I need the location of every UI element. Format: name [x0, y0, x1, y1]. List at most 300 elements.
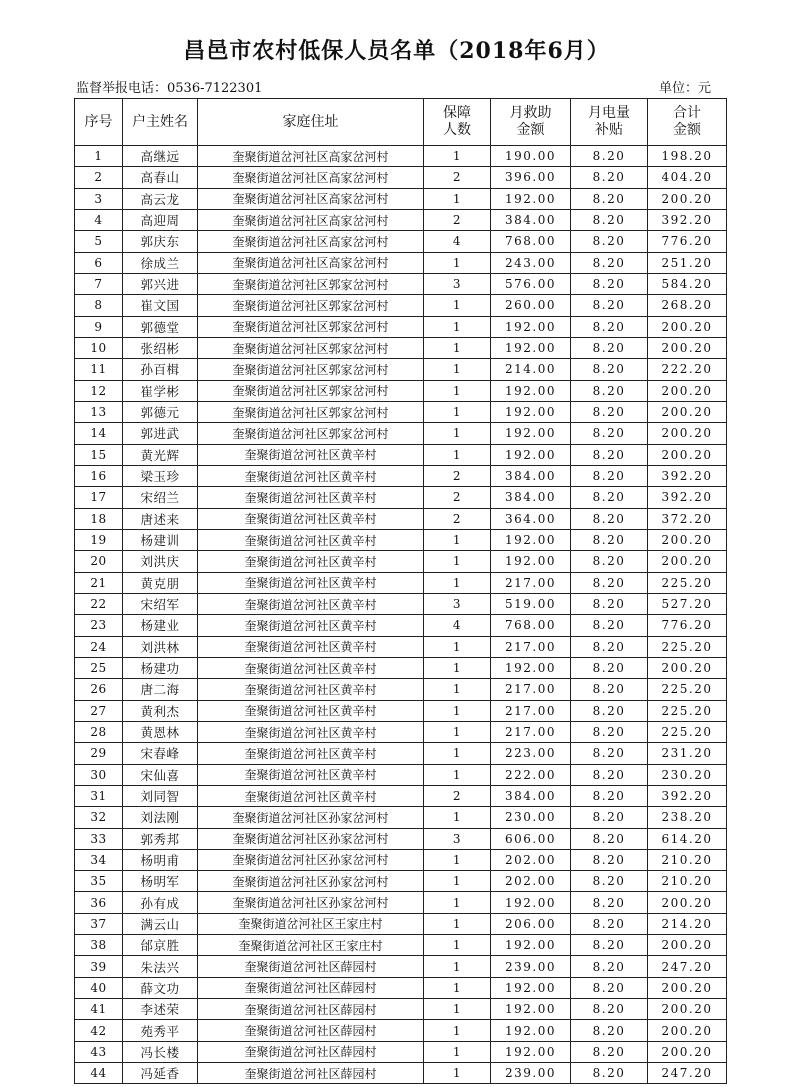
table-header-row — [75, 99, 727, 146]
cell-head-name: 黄利杰 — [123, 700, 198, 721]
cell-total: 230.20 — [648, 764, 727, 785]
cell-persons: 1 — [424, 743, 491, 764]
cell-address: 奎聚街道岔河社区郭家岔河村 — [198, 273, 424, 294]
cell-index: 24 — [75, 636, 123, 657]
cell-head-name: 高春山 — [123, 167, 198, 188]
cell-head-name: 薛文功 — [123, 977, 198, 998]
cell-address: 奎聚街道岔河社区薛园村 — [198, 1041, 424, 1062]
cell-monthly-aid: 192.00 — [491, 1020, 571, 1041]
cell-head-name: 杨建功 — [123, 657, 198, 678]
cell-index: 40 — [75, 977, 123, 998]
cell-address: 奎聚街道岔河社区黄辛村 — [198, 721, 424, 742]
table-row — [75, 828, 727, 849]
cell-monthly-aid: 768.00 — [491, 231, 571, 252]
cell-head-name: 孙百楫 — [123, 359, 198, 380]
header-persons — [424, 99, 491, 146]
cell-total: 776.20 — [648, 231, 727, 252]
cell-head-name: 张绍彬 — [123, 337, 198, 358]
cell-electricity: 8.20 — [571, 977, 648, 998]
table-row — [75, 849, 727, 870]
cell-persons: 1 — [424, 679, 491, 700]
cell-total: 372.20 — [648, 508, 727, 529]
cell-index: 22 — [75, 593, 123, 614]
table-row — [75, 657, 727, 678]
table-row — [75, 508, 727, 529]
header-total — [648, 99, 727, 146]
cell-electricity: 8.20 — [571, 700, 648, 721]
cell-head-name: 孙有成 — [123, 892, 198, 913]
table-row — [75, 615, 727, 636]
cell-monthly-aid: 192.00 — [491, 977, 571, 998]
table-row — [75, 423, 727, 444]
cell-index: 37 — [75, 913, 123, 934]
cell-index: 34 — [75, 849, 123, 870]
cell-monthly-aid: 239.00 — [491, 956, 571, 977]
cell-total: 200.20 — [648, 529, 727, 550]
cell-electricity: 8.20 — [571, 465, 648, 486]
table-row — [75, 700, 727, 721]
page-title: 昌邑市农村低保人员名单（2018年6月） — [183, 38, 610, 64]
cell-electricity: 8.20 — [571, 1063, 648, 1084]
cell-address: 奎聚街道岔河社区郭家岔河村 — [198, 337, 424, 358]
cell-index: 14 — [75, 423, 123, 444]
cell-electricity: 8.20 — [571, 593, 648, 614]
cell-index: 32 — [75, 807, 123, 828]
table-row — [75, 359, 727, 380]
cell-monthly-aid: 192.00 — [491, 999, 571, 1020]
cell-index: 10 — [75, 337, 123, 358]
cell-persons: 1 — [424, 892, 491, 913]
table-row — [75, 892, 727, 913]
cell-address: 奎聚街道岔河社区黄辛村 — [198, 764, 424, 785]
table-row — [75, 209, 727, 230]
cell-head-name: 崔文国 — [123, 295, 198, 316]
cell-electricity: 8.20 — [571, 615, 648, 636]
cell-address: 奎聚街道岔河社区孙家岔河村 — [198, 871, 424, 892]
cell-monthly-aid: 260.00 — [491, 295, 571, 316]
cell-electricity: 8.20 — [571, 508, 648, 529]
cell-total: 200.20 — [648, 316, 727, 337]
cell-index: 8 — [75, 295, 123, 316]
cell-address: 奎聚街道岔河社区黄辛村 — [198, 657, 424, 678]
table-row — [75, 401, 727, 422]
cell-electricity: 8.20 — [571, 999, 648, 1020]
cell-address: 奎聚街道岔河社区薛园村 — [198, 977, 424, 998]
cell-address: 奎聚街道岔河社区孙家岔河村 — [198, 828, 424, 849]
cell-index: 26 — [75, 679, 123, 700]
cell-persons: 1 — [424, 849, 491, 870]
cell-monthly-aid: 192.00 — [491, 188, 571, 209]
cell-monthly-aid: 192.00 — [491, 529, 571, 550]
cell-address: 奎聚街道岔河社区郭家岔河村 — [198, 423, 424, 444]
cell-monthly-aid: 519.00 — [491, 593, 571, 614]
table-row — [75, 444, 727, 465]
cell-persons: 1 — [424, 1041, 491, 1062]
cell-index: 44 — [75, 1063, 123, 1084]
table-row — [75, 252, 727, 273]
cell-persons: 3 — [424, 593, 491, 614]
cell-persons: 1 — [424, 316, 491, 337]
cell-index: 11 — [75, 359, 123, 380]
cell-head-name: 黄光辉 — [123, 444, 198, 465]
cell-persons: 1 — [424, 636, 491, 657]
cell-electricity: 8.20 — [571, 487, 648, 508]
cell-head-name: 冯延香 — [123, 1063, 198, 1084]
cell-monthly-aid: 576.00 — [491, 273, 571, 294]
cell-total: 404.20 — [648, 167, 727, 188]
cell-head-name: 崔学彬 — [123, 380, 198, 401]
cell-total: 200.20 — [648, 999, 727, 1020]
cell-persons: 2 — [424, 167, 491, 188]
cell-head-name: 郭兴进 — [123, 273, 198, 294]
cell-electricity: 8.20 — [571, 764, 648, 785]
cell-index: 3 — [75, 188, 123, 209]
table-row — [75, 188, 727, 209]
cell-address: 奎聚街道岔河社区王家庄村 — [198, 913, 424, 934]
table-row — [75, 295, 727, 316]
table-row — [75, 807, 727, 828]
cell-address: 奎聚街道岔河社区薛园村 — [198, 1020, 424, 1041]
cell-index: 36 — [75, 892, 123, 913]
cell-total: 210.20 — [648, 849, 727, 870]
cell-monthly-aid: 230.00 — [491, 807, 571, 828]
cell-head-name: 郭德堂 — [123, 316, 198, 337]
cell-head-name: 杨建训 — [123, 529, 198, 550]
cell-persons: 1 — [424, 1020, 491, 1041]
cell-monthly-aid: 217.00 — [491, 721, 571, 742]
cell-head-name: 刘法刚 — [123, 807, 198, 828]
header-electricity-text: 月电量补贴 — [587, 105, 630, 138]
cell-persons: 1 — [424, 337, 491, 358]
cell-monthly-aid: 192.00 — [491, 935, 571, 956]
cell-address: 奎聚街道岔河社区郭家岔河村 — [198, 380, 424, 401]
cell-monthly-aid: 192.00 — [491, 1041, 571, 1062]
cell-electricity: 8.20 — [571, 423, 648, 444]
cell-address: 奎聚街道岔河社区黄辛村 — [198, 615, 424, 636]
cell-head-name: 高迎周 — [123, 209, 198, 230]
cell-monthly-aid: 192.00 — [491, 551, 571, 572]
table-row — [75, 1063, 727, 1084]
cell-total: 251.20 — [648, 252, 727, 273]
cell-head-name: 郭德元 — [123, 401, 198, 422]
cell-head-name: 刘洪庆 — [123, 551, 198, 572]
cell-head-name: 徐成兰 — [123, 252, 198, 273]
cell-address: 奎聚街道岔河社区黄辛村 — [198, 700, 424, 721]
cell-electricity: 8.20 — [571, 743, 648, 764]
cell-index: 31 — [75, 785, 123, 806]
cell-persons: 1 — [424, 380, 491, 401]
cell-index: 12 — [75, 380, 123, 401]
cell-address: 奎聚街道岔河社区高家岔河村 — [198, 231, 424, 252]
cell-index: 19 — [75, 529, 123, 550]
cell-total: 222.20 — [648, 359, 727, 380]
cell-total: 200.20 — [648, 657, 727, 678]
cell-total: 210.20 — [648, 871, 727, 892]
cell-total: 198.20 — [648, 146, 727, 167]
cell-index: 39 — [75, 956, 123, 977]
header-total-text: 合计金额 — [672, 105, 701, 138]
cell-address: 奎聚街道岔河社区高家岔河村 — [198, 252, 424, 273]
cell-persons: 1 — [424, 252, 491, 273]
cell-electricity: 8.20 — [571, 1020, 648, 1041]
cell-monthly-aid: 192.00 — [491, 444, 571, 465]
cell-total: 200.20 — [648, 401, 727, 422]
cell-persons: 1 — [424, 956, 491, 977]
cell-monthly-aid: 217.00 — [491, 700, 571, 721]
cell-total: 200.20 — [648, 188, 727, 209]
cell-persons: 3 — [424, 828, 491, 849]
cell-persons: 1 — [424, 721, 491, 742]
table-row — [75, 977, 727, 998]
cell-address: 奎聚街道岔河社区高家岔河村 — [198, 209, 424, 230]
cell-persons: 2 — [424, 508, 491, 529]
cell-address: 奎聚街道岔河社区黄辛村 — [198, 572, 424, 593]
cell-persons: 1 — [424, 146, 491, 167]
cell-monthly-aid: 606.00 — [491, 828, 571, 849]
cell-electricity: 8.20 — [571, 785, 648, 806]
cell-total: 200.20 — [648, 1041, 727, 1062]
cell-head-name: 冯长楼 — [123, 1041, 198, 1062]
cell-head-name: 宋绍军 — [123, 593, 198, 614]
cell-total: 200.20 — [648, 337, 727, 358]
cell-persons: 1 — [424, 359, 491, 380]
cell-persons: 1 — [424, 295, 491, 316]
cell-monthly-aid: 192.00 — [491, 657, 571, 678]
cell-electricity: 8.20 — [571, 828, 648, 849]
cell-address: 奎聚街道岔河社区郭家岔河村 — [198, 359, 424, 380]
cell-persons: 2 — [424, 487, 491, 508]
cell-head-name: 刘同智 — [123, 785, 198, 806]
cell-persons: 1 — [424, 401, 491, 422]
cell-address: 奎聚街道岔河社区黄辛村 — [198, 465, 424, 486]
cell-persons: 1 — [424, 700, 491, 721]
cell-electricity: 8.20 — [571, 956, 648, 977]
table-row — [75, 956, 727, 977]
cell-address: 奎聚街道岔河社区郭家岔河村 — [198, 401, 424, 422]
cell-monthly-aid: 222.00 — [491, 764, 571, 785]
cell-head-name: 高云龙 — [123, 188, 198, 209]
cell-address: 奎聚街道岔河社区高家岔河村 — [198, 188, 424, 209]
cell-monthly-aid: 192.00 — [491, 380, 571, 401]
cell-head-name: 满云山 — [123, 913, 198, 934]
table-row — [75, 743, 727, 764]
cell-electricity: 8.20 — [571, 679, 648, 700]
header-head-name: 户主姓名 — [123, 99, 198, 146]
cell-address: 奎聚街道岔河社区王家庄村 — [198, 935, 424, 956]
cell-electricity: 8.20 — [571, 721, 648, 742]
cell-index: 38 — [75, 935, 123, 956]
cell-monthly-aid: 192.00 — [491, 337, 571, 358]
cell-index: 9 — [75, 316, 123, 337]
cell-total: 225.20 — [648, 721, 727, 742]
cell-persons: 1 — [424, 572, 491, 593]
cell-index: 43 — [75, 1041, 123, 1062]
cell-electricity: 8.20 — [571, 913, 648, 934]
cell-total: 776.20 — [648, 615, 727, 636]
cell-address: 奎聚街道岔河社区孙家岔河村 — [198, 807, 424, 828]
cell-monthly-aid: 396.00 — [491, 167, 571, 188]
cell-total: 527.20 — [648, 593, 727, 614]
cell-index: 4 — [75, 209, 123, 230]
cell-monthly-aid: 202.00 — [491, 849, 571, 870]
cell-electricity: 8.20 — [571, 1041, 648, 1062]
table-row — [75, 380, 727, 401]
cell-head-name: 杨明甫 — [123, 849, 198, 870]
cell-electricity: 8.20 — [571, 636, 648, 657]
cell-index: 18 — [75, 508, 123, 529]
cell-address: 奎聚街道岔河社区黄辛村 — [198, 743, 424, 764]
cell-total: 225.20 — [648, 636, 727, 657]
cell-index: 20 — [75, 551, 123, 572]
cell-monthly-aid: 192.00 — [491, 892, 571, 913]
cell-address: 奎聚街道岔河社区黄辛村 — [198, 529, 424, 550]
header-monthly-aid — [491, 99, 571, 146]
cell-persons: 1 — [424, 913, 491, 934]
cell-index: 41 — [75, 999, 123, 1020]
cell-index: 17 — [75, 487, 123, 508]
table-row — [75, 572, 727, 593]
cell-total: 214.20 — [648, 913, 727, 934]
table-row — [75, 551, 727, 572]
cell-monthly-aid: 192.00 — [491, 401, 571, 422]
table-row — [75, 785, 727, 806]
cell-electricity: 8.20 — [571, 146, 648, 167]
header-electricity — [571, 99, 648, 146]
cell-persons: 1 — [424, 807, 491, 828]
cell-electricity: 8.20 — [571, 572, 648, 593]
cell-total: 200.20 — [648, 892, 727, 913]
table-row — [75, 593, 727, 614]
cell-persons: 1 — [424, 444, 491, 465]
cell-monthly-aid: 217.00 — [491, 636, 571, 657]
cell-address: 奎聚街道岔河社区黄辛村 — [198, 593, 424, 614]
cell-persons: 2 — [424, 209, 491, 230]
header-monthly-aid-text: 月救助金额 — [509, 105, 552, 138]
table-row — [75, 316, 727, 337]
cell-total: 247.20 — [648, 956, 727, 977]
table-row — [75, 913, 727, 934]
cell-head-name: 黄克朋 — [123, 572, 198, 593]
cell-total: 614.20 — [648, 828, 727, 849]
table-row — [75, 999, 727, 1020]
cell-index: 27 — [75, 700, 123, 721]
cell-electricity: 8.20 — [571, 337, 648, 358]
cell-electricity: 8.20 — [571, 892, 648, 913]
cell-address: 奎聚街道岔河社区孙家岔河村 — [198, 849, 424, 870]
table-body — [75, 146, 727, 1084]
cell-monthly-aid: 214.00 — [491, 359, 571, 380]
table-row — [75, 337, 727, 358]
cell-address: 奎聚街道岔河社区薛园村 — [198, 999, 424, 1020]
cell-head-name: 朱法兴 — [123, 956, 198, 977]
table-row — [75, 1020, 727, 1041]
cell-total: 200.20 — [648, 977, 727, 998]
cell-monthly-aid: 206.00 — [491, 913, 571, 934]
cell-persons: 1 — [424, 871, 491, 892]
cell-total: 238.20 — [648, 807, 727, 828]
cell-persons: 1 — [424, 188, 491, 209]
cell-monthly-aid: 192.00 — [491, 423, 571, 444]
recipients-table — [74, 98, 727, 1084]
cell-index: 35 — [75, 871, 123, 892]
cell-index: 1 — [75, 146, 123, 167]
cell-electricity: 8.20 — [571, 444, 648, 465]
cell-address: 奎聚街道岔河社区黄辛村 — [198, 444, 424, 465]
cell-electricity: 8.20 — [571, 871, 648, 892]
cell-monthly-aid: 217.00 — [491, 679, 571, 700]
cell-monthly-aid: 384.00 — [491, 487, 571, 508]
cell-address: 奎聚街道岔河社区郭家岔河村 — [198, 295, 424, 316]
cell-total: 200.20 — [648, 380, 727, 401]
cell-persons: 4 — [424, 615, 491, 636]
cell-index: 13 — [75, 401, 123, 422]
cell-monthly-aid: 223.00 — [491, 743, 571, 764]
cell-head-name: 苑秀平 — [123, 1020, 198, 1041]
cell-index: 6 — [75, 252, 123, 273]
cell-total: 392.20 — [648, 465, 727, 486]
cell-electricity: 8.20 — [571, 209, 648, 230]
cell-total: 225.20 — [648, 700, 727, 721]
cell-monthly-aid: 384.00 — [491, 209, 571, 230]
cell-electricity: 8.20 — [571, 401, 648, 422]
cell-total: 200.20 — [648, 423, 727, 444]
cell-monthly-aid: 202.00 — [491, 871, 571, 892]
cell-index: 16 — [75, 465, 123, 486]
cell-persons: 4 — [424, 231, 491, 252]
cell-electricity: 8.20 — [571, 529, 648, 550]
cell-address: 奎聚街道岔河社区孙家岔河村 — [198, 892, 424, 913]
cell-head-name: 唐二海 — [123, 679, 198, 700]
cell-head-name: 高继远 — [123, 146, 198, 167]
cell-electricity: 8.20 — [571, 935, 648, 956]
cell-index: 25 — [75, 657, 123, 678]
cell-monthly-aid: 768.00 — [491, 615, 571, 636]
table-row — [75, 1041, 727, 1062]
cell-head-name: 刘洪林 — [123, 636, 198, 657]
cell-index: 2 — [75, 167, 123, 188]
cell-persons: 1 — [424, 551, 491, 572]
cell-electricity: 8.20 — [571, 231, 648, 252]
table-row — [75, 167, 727, 188]
cell-persons: 2 — [424, 785, 491, 806]
table-row — [75, 487, 727, 508]
cell-head-name: 郭庆东 — [123, 231, 198, 252]
cell-head-name: 唐述来 — [123, 508, 198, 529]
cell-total: 392.20 — [648, 785, 727, 806]
cell-total: 200.20 — [648, 935, 727, 956]
cell-index: 15 — [75, 444, 123, 465]
table-row — [75, 636, 727, 657]
unit-label: 单位：元 — [658, 81, 711, 96]
cell-head-name: 郭进武 — [123, 423, 198, 444]
table-row — [75, 529, 727, 550]
cell-persons: 1 — [424, 423, 491, 444]
table-row — [75, 146, 727, 167]
cell-electricity: 8.20 — [571, 657, 648, 678]
cell-address: 奎聚街道岔河社区黄辛村 — [198, 551, 424, 572]
cell-total: 268.20 — [648, 295, 727, 316]
cell-address: 奎聚街道岔河社区黄辛村 — [198, 636, 424, 657]
table-row — [75, 465, 727, 486]
cell-address: 奎聚街道岔河社区高家岔河村 — [198, 146, 424, 167]
cell-persons: 1 — [424, 764, 491, 785]
table-row — [75, 721, 727, 742]
table-row — [75, 679, 727, 700]
cell-head-name: 宋绍兰 — [123, 487, 198, 508]
cell-persons: 1 — [424, 935, 491, 956]
cell-address: 奎聚街道岔河社区薛园村 — [198, 1063, 424, 1084]
cell-total: 200.20 — [648, 1020, 727, 1041]
